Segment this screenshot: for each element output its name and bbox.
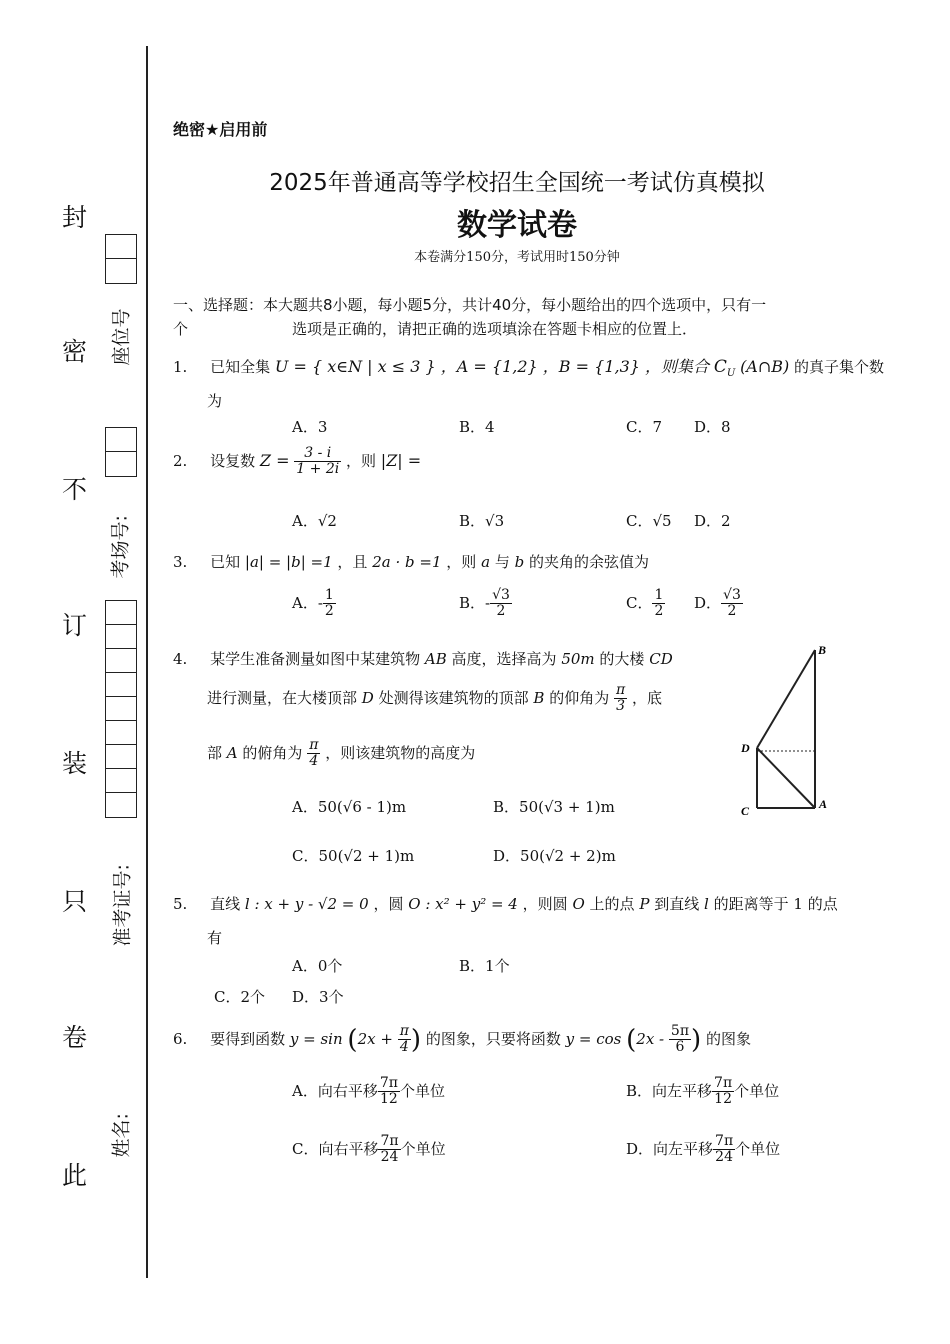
question-4-line2: 进行测量，在大楼顶部 D 处测得该建筑物的顶部 B 的仰角为 $\frac{\pi}{3}$ ，底	[207, 682, 663, 715]
exam-room-boxes[interactable]	[105, 427, 137, 477]
exam-note: 本卷满分150分，考试用时150分钟	[414, 250, 620, 265]
label-C: C	[741, 804, 750, 818]
q4-option-a[interactable]: A．50(√6 - 1)m	[292, 798, 407, 816]
question-1-cont: 为	[207, 392, 223, 410]
seal-char-8: 此	[62, 1161, 88, 1190]
q4-option-c[interactable]: C．50(√2 + 1)m	[292, 847, 415, 865]
name-label: 姓名:	[110, 1113, 133, 1158]
exam-room-label: 考场号:	[109, 515, 132, 579]
seal-char-2: 密	[62, 337, 88, 366]
seal-char-5: 装	[62, 749, 88, 778]
seat-label: 座位号	[110, 308, 133, 366]
question-6: 6. 要得到函数 y = sin (2x + $\frac{\pi}{4}$ ) 的图象，只要将函数 y = cos (2x - $\frac{5\pi}{6}$ ) 的图象	[173, 1023, 751, 1056]
label-D: D	[741, 741, 750, 755]
q1-option-b[interactable]: B．4	[459, 418, 495, 436]
label-B: B	[818, 643, 827, 657]
q4-option-b[interactable]: B．50(√3 + 1)m	[493, 798, 615, 816]
admission-label: 准考证号:	[111, 864, 134, 947]
exam-title: 2025年普通高等学校招生全国统一考试仿真模拟	[269, 170, 765, 196]
q6-option-d[interactable]: D．向左平移 $\frac{7\pi}{24}$ 个单位	[626, 1133, 781, 1166]
q6-option-c[interactable]: C．向右平移 $\frac{7\pi}{24}$ 个单位	[292, 1133, 446, 1166]
edge-BC-left	[757, 650, 815, 748]
seal-char-4: 订	[62, 611, 88, 640]
question-2: 2. 设复数 Z = $\frac{3 - i}{1 + 2i}$ ，则 |Z| =	[173, 445, 422, 478]
q3-option-a[interactable]: A．- $\frac{1}{2}$	[292, 587, 334, 620]
q1-option-c[interactable]: C．7	[626, 418, 663, 436]
q5-option-c[interactable]: C．2个	[214, 988, 266, 1006]
subject-title: 数学试卷	[457, 208, 577, 243]
q3-option-b[interactable]: B．- $\frac{√3}{2}$	[459, 587, 510, 620]
q2-option-a[interactable]: A．√2	[292, 512, 337, 530]
seal-char-7: 卷	[62, 1023, 88, 1052]
section-heading-2b: 选项是正确的，请把正确的选项填涂在答题卡相应的位置上．	[292, 320, 698, 338]
q2-option-c[interactable]: C．√5	[626, 512, 672, 530]
secret-mark: 绝密★启用前	[173, 120, 268, 139]
edge-D-A	[757, 748, 815, 808]
q3-option-d[interactable]: D． $\frac{√3}{2}$	[694, 587, 741, 620]
admission-boxes[interactable]	[105, 600, 137, 818]
question-4: 4. 某学生准备测量如图中某建筑物 AB 高度，选择高为 50m 的大楼 CD	[173, 650, 673, 668]
q3-option-c[interactable]: C． $\frac{1}{2}$	[626, 587, 664, 620]
question-5-cont: 有	[207, 929, 223, 947]
question-number: 1.	[173, 358, 188, 376]
q2-option-d[interactable]: D．2	[694, 512, 731, 530]
q2-fraction: $\frac{3 - i}{1 + 2i}$	[296, 445, 340, 478]
seal-char-6: 只	[62, 887, 88, 916]
q2-option-b[interactable]: B．√3	[459, 512, 505, 530]
question-4-line3: 部 A 的俯角为 $\frac{\pi}{4}$ ，则该建筑物的高度为	[207, 737, 476, 770]
q1-option-d[interactable]: D．8	[694, 418, 731, 436]
q6-option-a[interactable]: A．向右平移 $\frac{7\pi}{12}$ 个单位	[292, 1075, 445, 1108]
q1-option-a[interactable]: A．3	[292, 418, 328, 436]
section-heading-2a: 个	[173, 320, 189, 338]
question-5: 5. 直线 l : x + y - √2 = 0 ，圆 O : x² + y² = 4 ，则圆 O 上的点 P 到直线 l 的距离等于 1 的点	[173, 895, 838, 913]
seal-char-3: 不	[62, 475, 88, 504]
label-A: A	[819, 797, 828, 811]
q6-option-b[interactable]: B．向左平移 $\frac{7\pi}{12}$ 个单位	[626, 1075, 780, 1108]
q5-option-b[interactable]: B．1个	[459, 957, 510, 975]
q5-option-a[interactable]: A．0个	[292, 957, 343, 975]
q4-option-d[interactable]: D．50(√2 + 2)m	[493, 847, 616, 865]
q5-option-d[interactable]: D．3个	[292, 988, 344, 1006]
building-figure	[730, 640, 840, 825]
question-3: 3. 已知 |a| = |b| =1 ，且 2a · b =1 ，则 a 与 b 的夹角的余弦值为	[173, 553, 650, 571]
section-heading: 一、选择题：本大题共8小题，每小题5分，共计40分，每小题给出的四个选项中，只有一	[173, 296, 767, 314]
seal-char-1: 封	[62, 203, 88, 232]
question-1: 1. 已知全集 U = { x∈N | x ≤ 3 } ，A = {1,2} ，B = {1,3} ，则集合 $C_U$ (A∩B) 的真子集个数	[173, 357, 885, 379]
